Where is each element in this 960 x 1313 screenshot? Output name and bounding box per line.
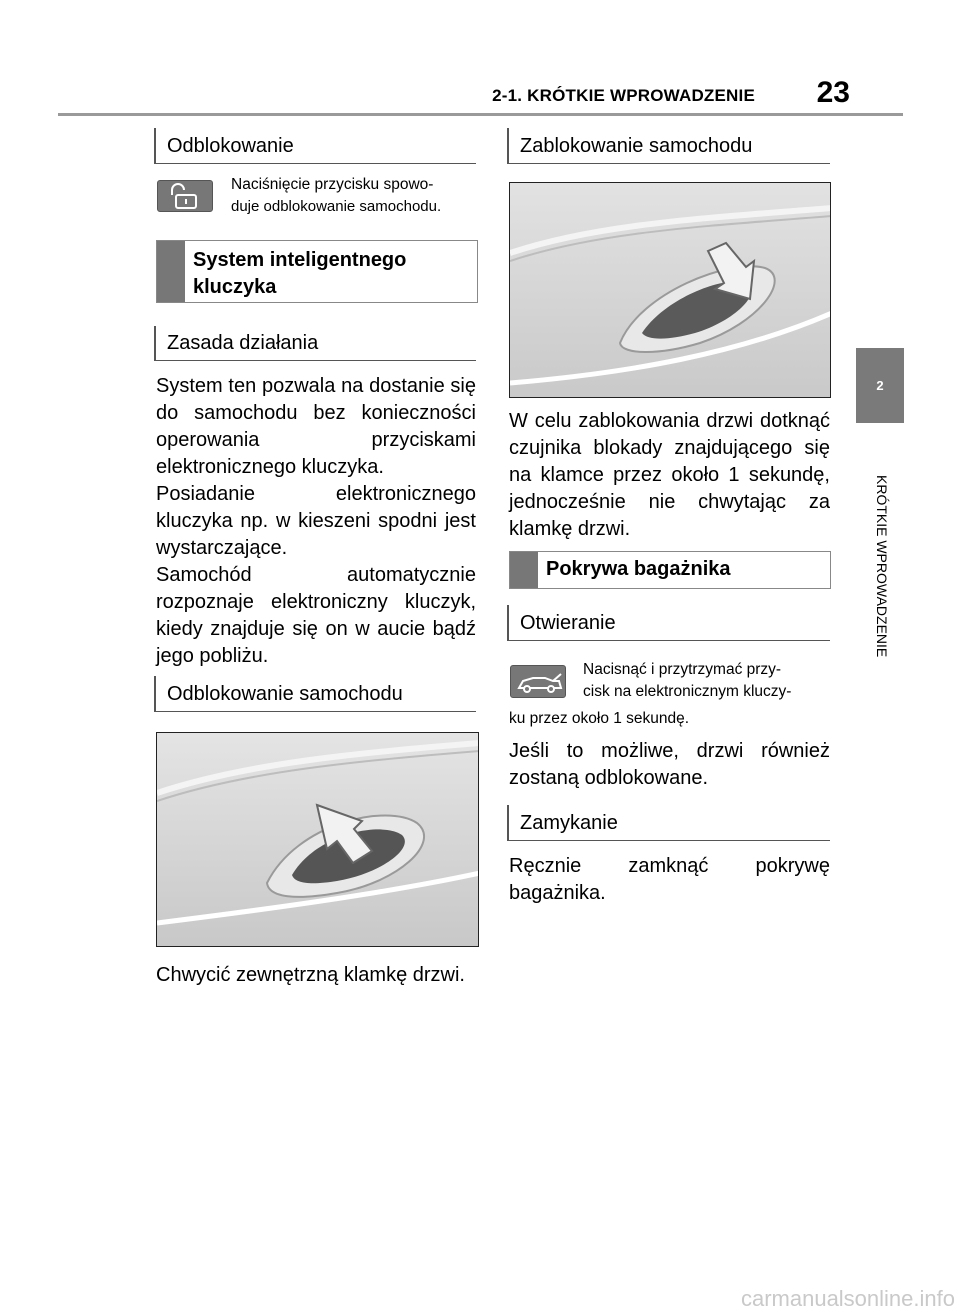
- paragraph-close: Ręcznie zamknąć pokrywę bagażnika.: [509, 855, 830, 904]
- open-text-line-2: cisk na elektronicznym kluczy-: [583, 683, 792, 700]
- section-header-close: Zamykanie: [507, 805, 830, 841]
- section-header-unlock-car: Odblokowanie samochodu: [154, 676, 476, 712]
- paragraph-principle-3: Samochód automatycznie rozpoznaje elektroniczny kluczyk, kiedy znajduje się on w aucie bądź jego pobliżu.: [156, 564, 476, 667]
- page-number: 23: [816, 76, 850, 109]
- unlock-icon: [157, 180, 213, 212]
- figure-door-handle-lock: [509, 182, 831, 398]
- unlock-text-line-2: duje odblokowanie samochodu.: [231, 198, 442, 215]
- header-rule: [58, 113, 903, 116]
- section-header-lock-car: Zablokowanie samochodu: [507, 128, 830, 164]
- paragraph-principle-2: Posiadanie elektronicznego kluczyka np. w kieszeni spodni jest wystarczające.: [156, 483, 476, 559]
- trunk-open-icon: [510, 665, 566, 698]
- figure-door-handle-unlock: [156, 732, 479, 947]
- running-header-title: 2-1. KRÓTKIE WPROWADZENIE: [492, 86, 755, 105]
- caption-grab-handle: Chwycić zewnętrzną klamkę drzwi.: [156, 964, 465, 986]
- open-text-line-3: ku przez około 1 sekundę.: [509, 710, 690, 727]
- heading-bar: [157, 241, 185, 302]
- heading-bar: [510, 552, 538, 588]
- section-header-open: Otwieranie: [507, 605, 830, 641]
- heading-box-smart-key: System inteligentnego kluczyka: [156, 240, 478, 303]
- paragraph-principle-1: System ten pozwala na dostanie się do samochodu bez konieczności operowania przyciskami elektronicznego kluczyka.: [156, 375, 476, 478]
- paragraph-doors-unlock: Jeśli to możliwe, drzwi również zostaną odblokowane.: [509, 740, 830, 789]
- section-header-unlock: Odblokowanie: [154, 128, 476, 164]
- paragraph-lock: W celu zablokowania drzwi dotknąć czujnika blokady znajdującego się na klamce przez około 1 sekundę, jednocześnie nie chwytając za klamkę drzwi.: [509, 410, 830, 540]
- open-text-line-1: Nacisnąć i przytrzymać przy-: [583, 661, 782, 678]
- section-header-principle: Zasada działania: [154, 326, 476, 361]
- chapter-tab-number: 2: [856, 348, 904, 423]
- heading-box-trunk: Pokrywa bagażnika: [509, 551, 831, 589]
- chapter-tab-text: KRÓTKIE WPROWADZENIE: [874, 475, 890, 658]
- watermark: carmanualsonline.info: [740, 1286, 955, 1311]
- unlock-text-line-1: Naciśnięcie przycisku spowo-: [231, 176, 434, 193]
